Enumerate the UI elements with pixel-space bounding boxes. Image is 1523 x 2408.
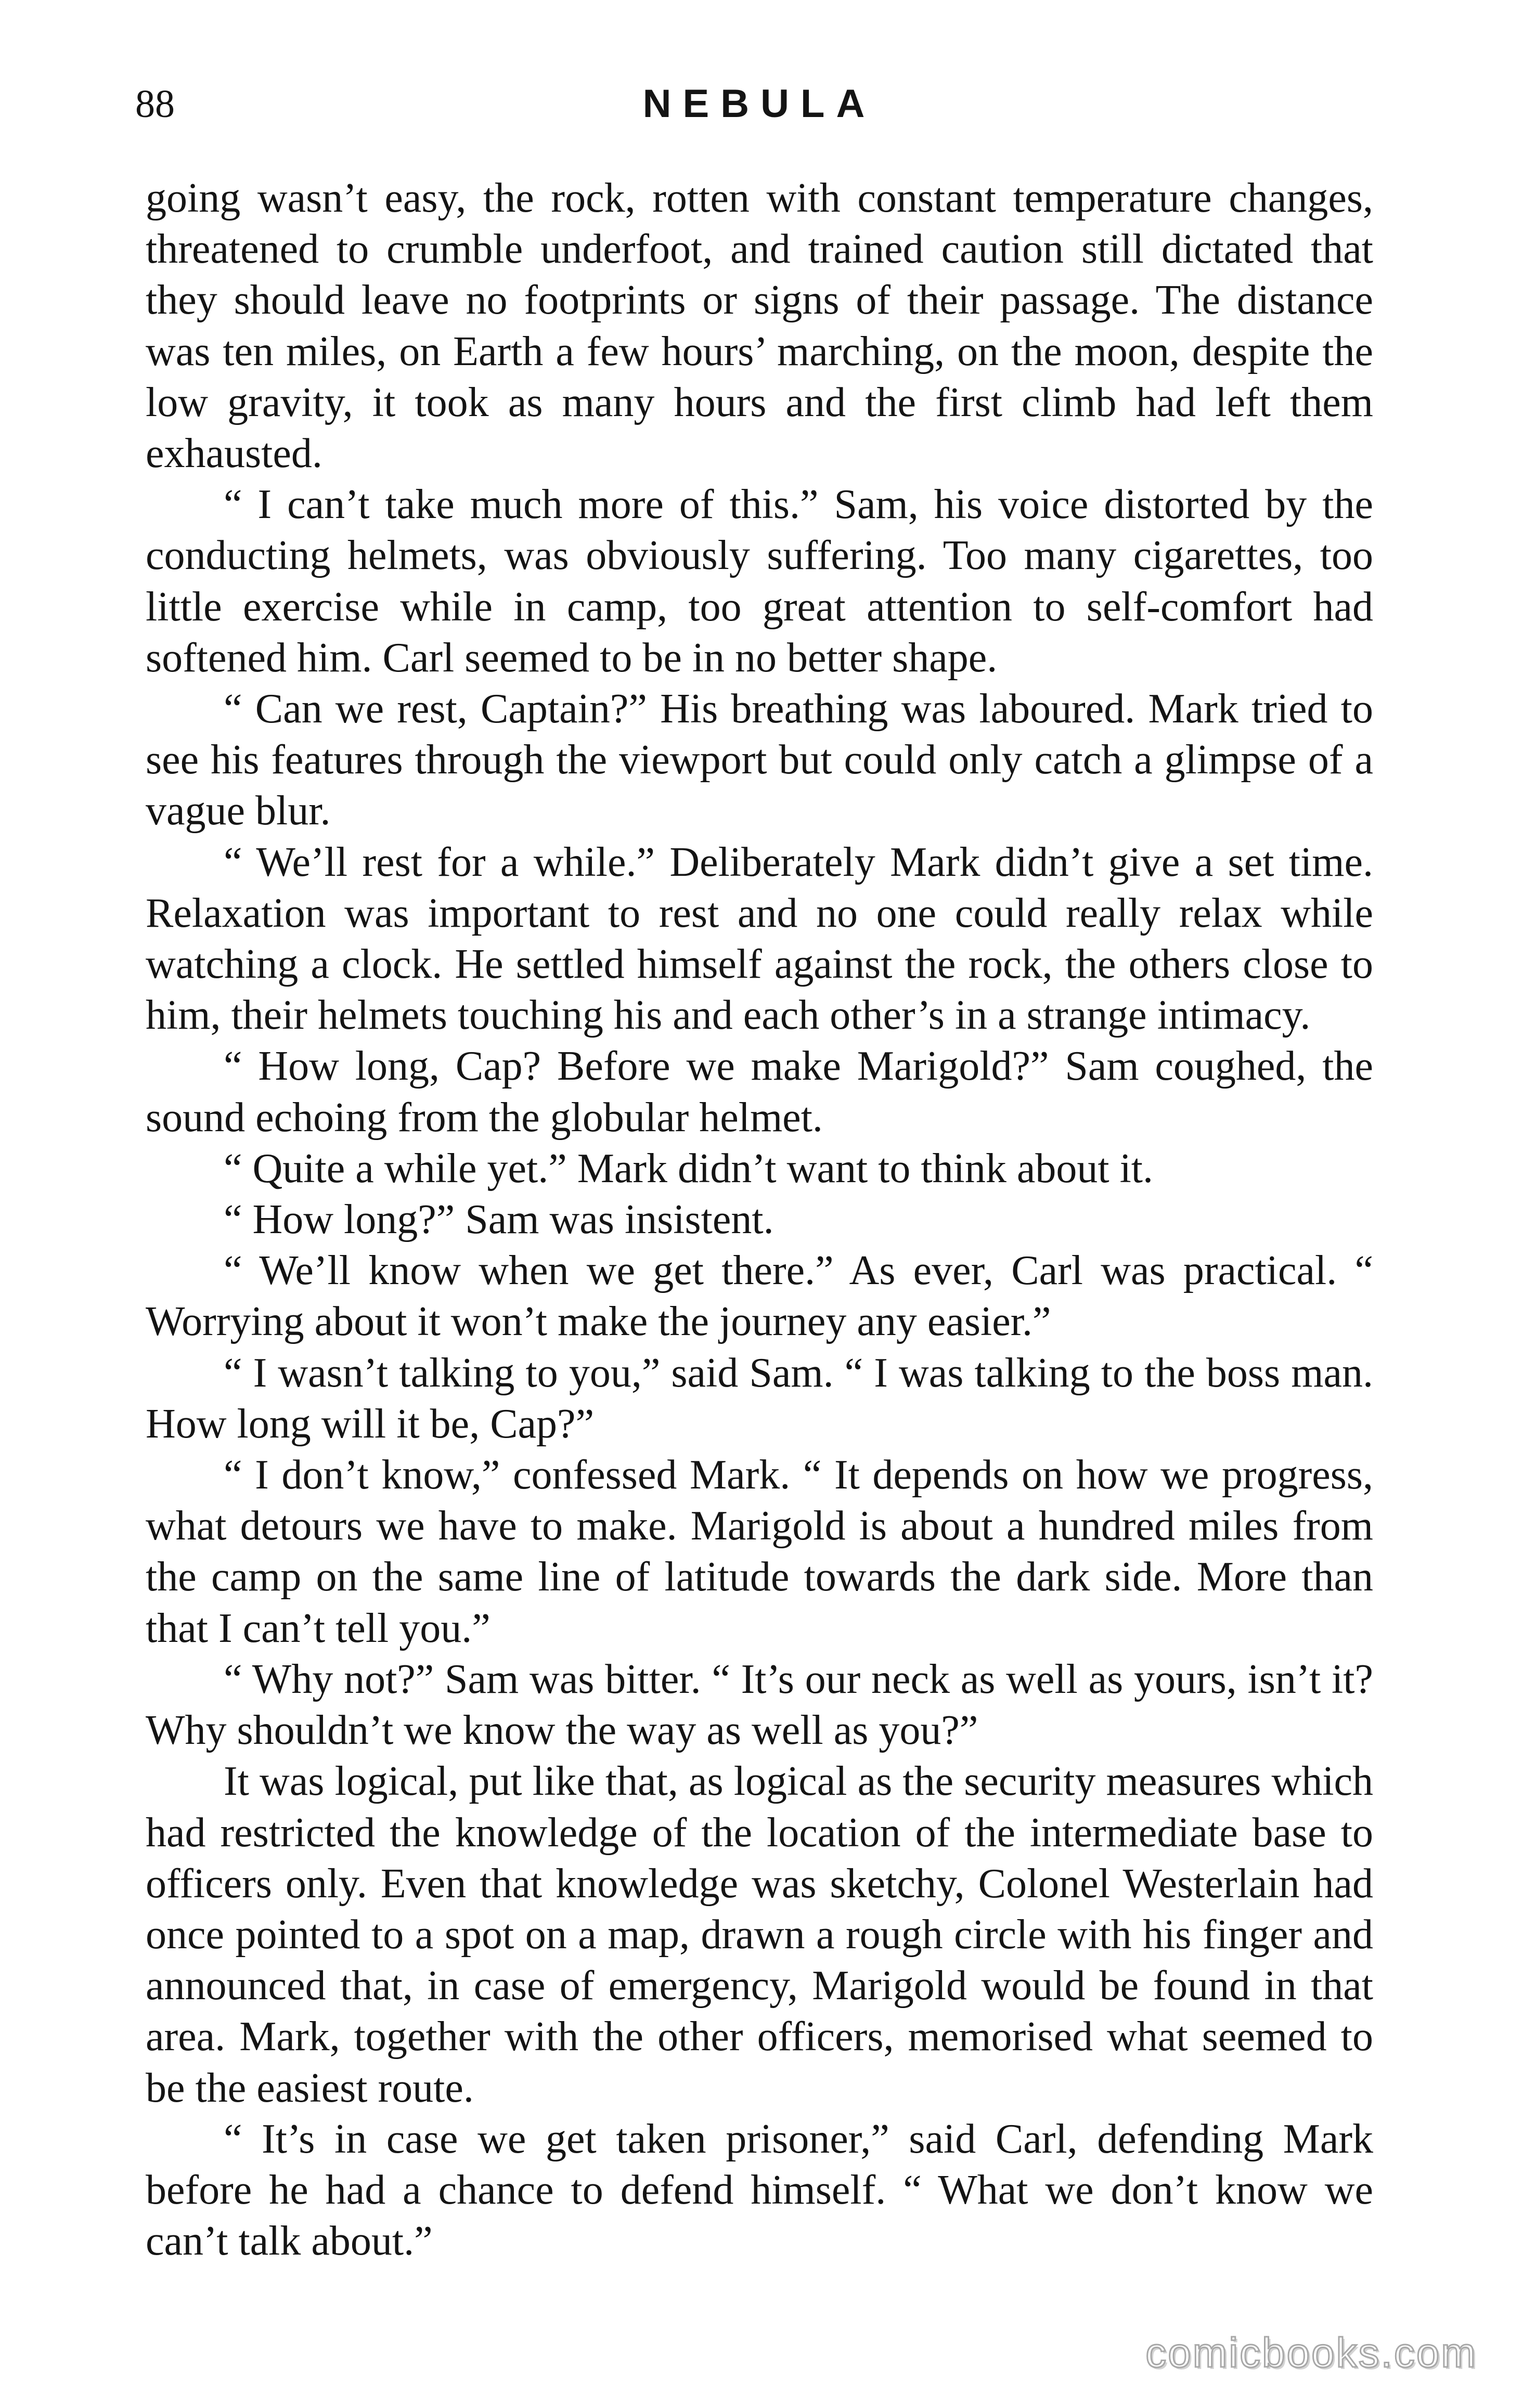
paragraph: “ How long, Cap? Before we make Marigold?” Sam coughed, the sound echoing from the globular helmet. — [146, 1043, 1373, 1141]
paragraph: “ How long?” Sam was insistent. — [224, 1197, 774, 1243]
watermark: comicbooks.com — [1145, 2329, 1477, 2376]
paragraph: It was logical, put like that, as logical as the security measures which had restricted the knowledge of the location of the intermediate base to officers only. Even that knowledge was sketchy, Colonel Westerlain had once pointed to a spot on a map, drawn a rough circle with his finger and announced that, in case of emergency, Marigold would be found in that area. Mark, together with the other officers, memorised what seemed to be the easiest route. — [146, 1758, 1373, 2111]
paragraph: “ We’ll know when we get there.” As ever, Carl was practical. “ Worrying about it won’t make the journey any easier.” — [146, 1248, 1373, 1345]
paragraph: “ Quite a while yet.” Mark didn’t want to think about it. — [224, 1145, 1154, 1192]
running-title: NEBULA — [642, 82, 876, 126]
paragraph: going wasn’t easy, the rock, rotten with constant temperature changes, threatened to crumble underfoot, and trained caution still dictated that they should leave no footprints or signs of their passage. The distance was ten miles, on Earth a few hours’ marching, on the moon, despite the low gravity, it took as many hours and the first climb had left them exhausted. — [146, 175, 1373, 477]
page-header — [135, 78, 1384, 130]
body-text — [146, 173, 1373, 2267]
paragraph: “ We’ll rest for a while.” Deliberately Mark didn’t give a set time. Relaxation was important to rest and no one could really relax while watching a clock. He settled himself against the rock, the others close to him, their helmets touching his and each other’s in a strange intimacy. — [146, 839, 1373, 1039]
paragraph: “ I can’t take much more of this.” Sam, his voice distorted by the conducting helmets, was obviously suffering. Too many cigarettes, too little exercise while in camp, too great attention to self-comfort had softened him. Carl seemed to be in no better shape. — [146, 482, 1373, 681]
paragraph: “ I don’t know,” confessed Mark. “ It depends on how we progress, what detours we have to make. Marigold is about a hundred miles from the camp on the same line of latitude towards the dark side. More than that I can’t tell you.” — [146, 1452, 1373, 1651]
paragraph: “ Why not?” Sam was bitter. “ It’s our neck as well as yours, isn’t it? Why shouldn’t we know the way as well as you?” — [146, 1656, 1373, 1754]
paragraph: “ Can we rest, Captain?” His breathing was laboured. Mark tried to see his features through the viewport but could only catch a glimpse of a vague blur. — [146, 686, 1373, 834]
paragraph: “ It’s in case we get taken prisoner,” said Carl, defending Mark before he had a chance to defend himself. “ What we don’t know we can’t talk about.” — [146, 2116, 1373, 2264]
paragraph: “ I wasn’t talking to you,” said Sam. “ I was talking to the boss man. How long will it be, Cap?” — [146, 1350, 1373, 1447]
page-number: 88 — [135, 82, 175, 126]
